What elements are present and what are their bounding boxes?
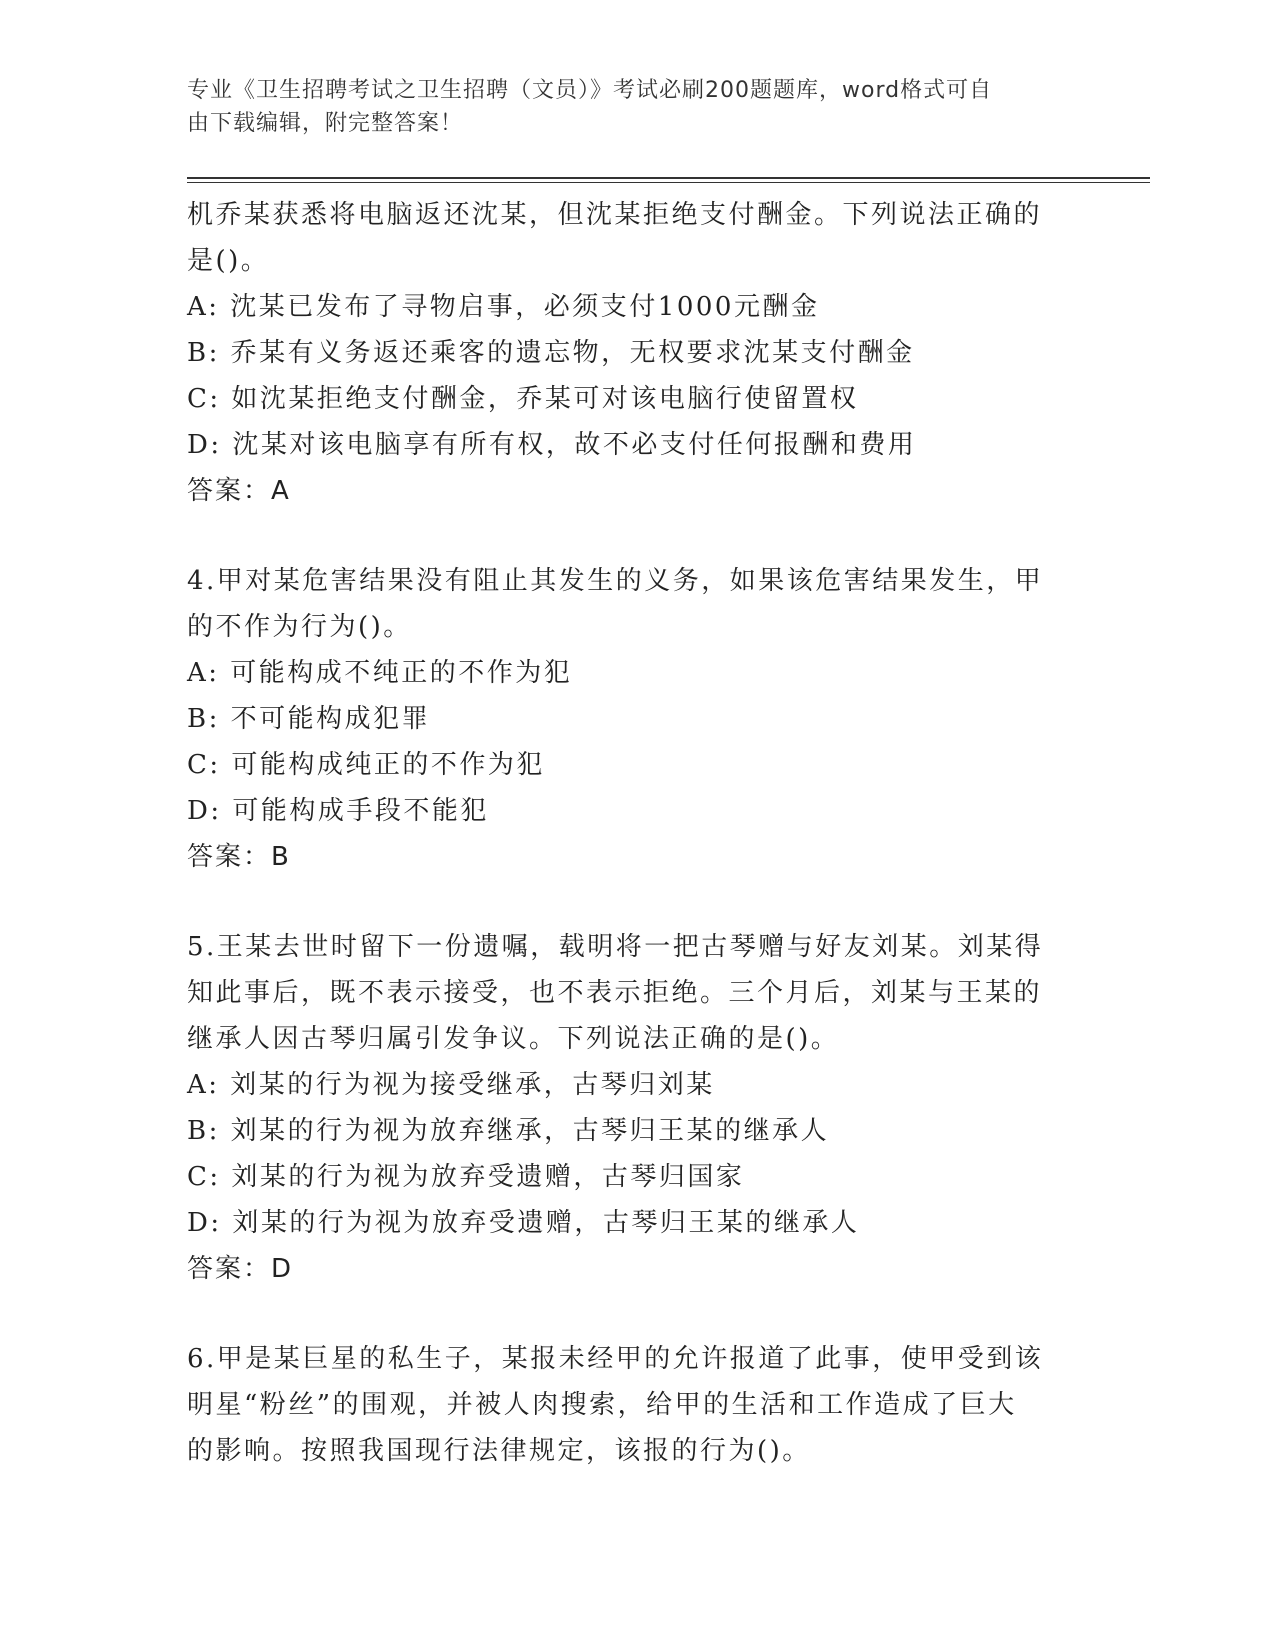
answer-label: 答案：B [187,842,291,872]
option-b: B: 乔某有义务返还乘客的遗忘物，无权要求沈某支付酬金 [187,338,915,368]
header-rule-thin [187,182,1150,183]
answer-label: 答案：D [187,1254,294,1284]
option-d: D: 可能构成手段不能犯 [187,796,489,826]
option-a: A: 刘某的行为视为接受继承，古琴归刘某 [187,1070,715,1100]
option-c: C: 如沈某拒绝支付酬金，乔某可对该电脑行使留置权 [187,384,859,414]
header-line-2: 由下载编辑，附完整答案！ [187,111,464,136]
option-a: A: 可能构成不纯正的不作为犯 [187,658,573,688]
question-3 [187,192,1087,514]
question-stem-line: 是()。 [187,246,270,276]
spacer [187,1292,1087,1336]
option-c: C: 刘某的行为视为放弃受遗赠，古琴归国家 [187,1162,745,1192]
question-4 [187,558,1087,880]
question-stem-line: 5.王某去世时留下一份遗嘱，载明将一把古琴赠与好友刘某。刘某得 [187,932,1044,962]
option-b: B: 刘某的行为视为放弃继承，古琴归王某的继承人 [187,1116,830,1146]
question-stem-line: 的影响。按照我国现行法律规定，该报的行为()。 [187,1436,811,1466]
question-stem-line: 机乔某获悉将电脑返还沈某，但沈某拒绝支付酬金。下列说法正确的 [187,200,1043,230]
option-b: B: 不可能构成犯罪 [187,704,431,734]
question-stem-line: 知此事后，既不表示接受，也不表示拒绝。三个月后，刘某与王某的 [187,978,1043,1008]
question-stem-line: 的不作为行为()。 [187,612,412,642]
question-6 [187,1336,1087,1474]
answer-label: 答案：A [187,476,291,506]
header-line-1: 专业《卫生招聘考试之卫生招聘（文员）》考试必刷200题题库，word格式可自 [187,78,993,103]
question-list [187,192,1087,1474]
spacer [187,514,1087,558]
spacer [187,880,1087,924]
header-rule-thick [187,177,1150,179]
question-stem-line: 继承人因古琴归属引发争议。下列说法正确的是()。 [187,1024,840,1054]
option-d: D: 沈某对该电脑享有所有权，故不必支付任何报酬和费用 [187,430,917,460]
document-header [187,74,1067,140]
option-d: D: 刘某的行为视为放弃受遗赠，古琴归王某的继承人 [187,1208,860,1238]
option-c: C: 可能构成纯正的不作为犯 [187,750,545,780]
question-stem-line: 6.甲是某巨星的私生子，某报未经甲的允许报道了此事，使甲受到该 [187,1344,1044,1374]
question-stem-line: 4.甲对某危害结果没有阻止其发生的义务，如果该危害结果发生，甲 [187,566,1044,596]
option-a: A: 沈某已发布了寻物启事，必须支付1000元酬金 [187,292,820,322]
question-stem-line: 明星“粉丝”的围观，并被人肉搜索，给甲的生活和工作造成了巨大 [187,1390,1017,1420]
question-5 [187,924,1087,1292]
